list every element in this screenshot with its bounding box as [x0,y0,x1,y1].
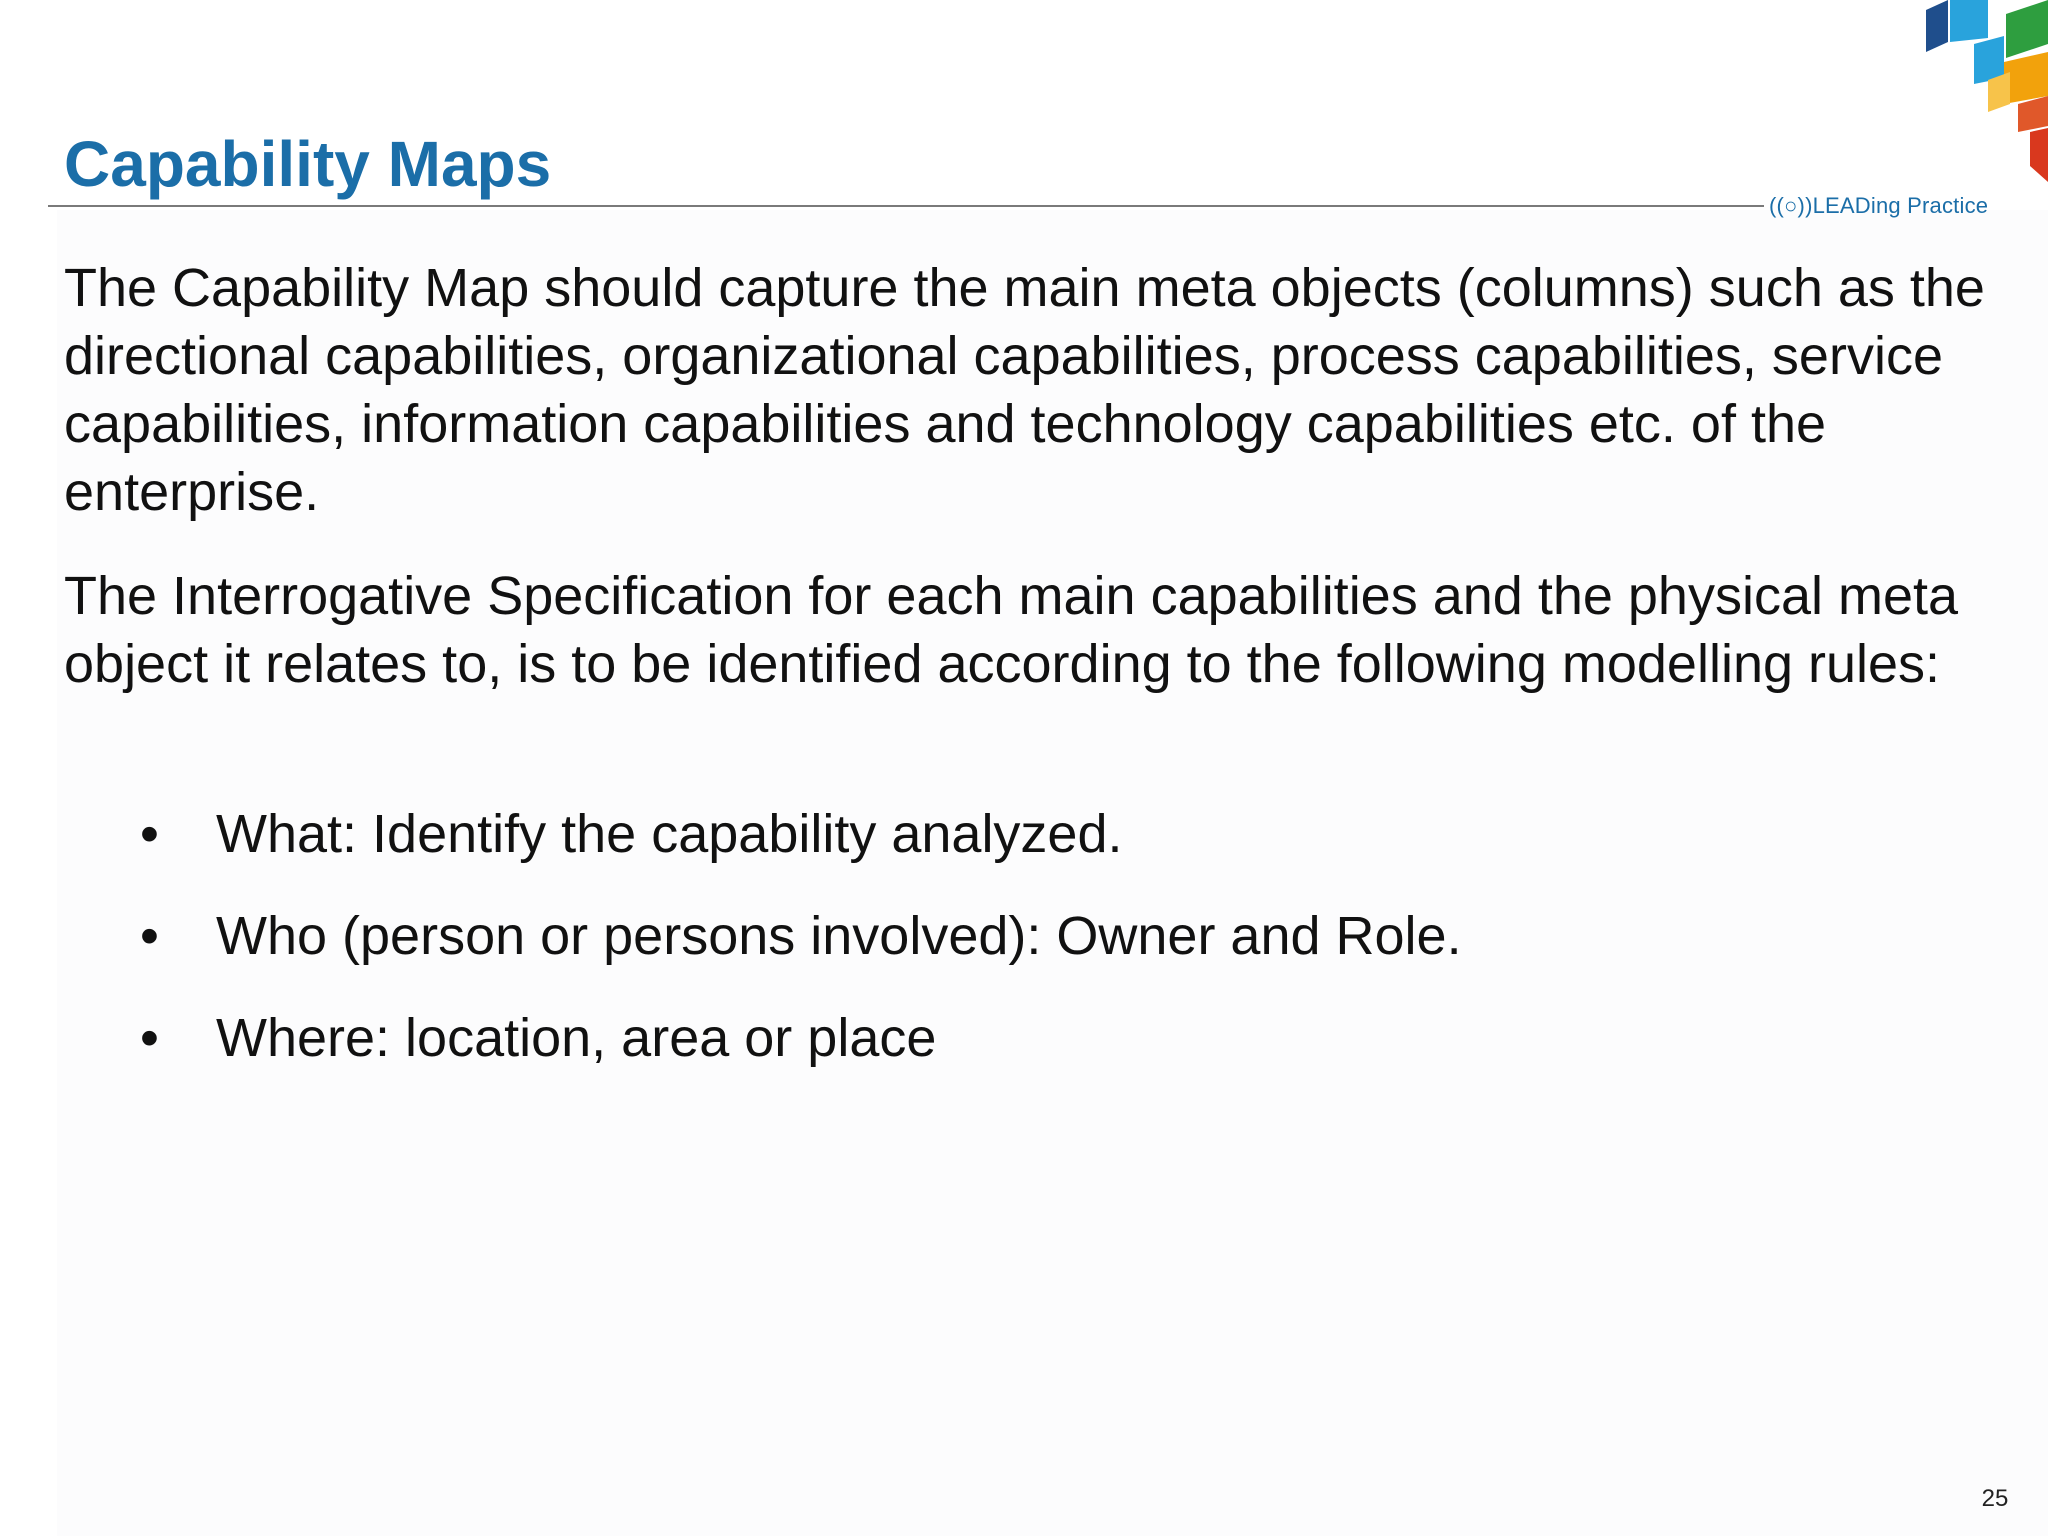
title-divider [48,205,1764,207]
logo-shape-light-blue-1 [1950,0,1988,42]
list-item-where [64,1004,1964,1106]
logo-shape-red-2 [2030,128,2048,182]
list-item-text: Where: location, area or place [216,1008,937,1068]
list-item-text: What: Identify the capability analyzed. [216,804,1123,864]
logo-shape-green [2006,0,2048,58]
list-item-who [64,902,1964,1004]
logo-shape-red-1 [2018,96,2048,132]
brand-logo-text: ((○))LEADing Practice [1769,193,1989,218]
bullet-icon: • [140,906,159,966]
page-number: 25 [1981,1485,2009,1512]
colorful-geometric-logo-icon [1838,0,2048,182]
logo-shape-orange-1 [2004,52,2048,104]
paragraph-interrogative-specification: The Interrogative Specification for each main capabilities and the physical meta object it relates to, is to be identified according to the following modelling rules: [64,566,1959,694]
bullet-icon: • [140,1008,159,1068]
logo-shape-dark-blue [1926,0,1948,52]
modelling-rules-list [64,800,1964,1106]
list-item-what [64,800,1964,902]
list-item-text: Who (person or persons involved): Owner and Role. [216,906,1462,966]
slide-title: Capability Maps [64,128,552,200]
bullet-icon: • [140,804,159,864]
paragraph-capability-map: The Capability Map should capture the main meta objects (columns) such as the directional capabilities, organizational capabilities, process capabilities, service capabilities, information capabilities and technology capabilities etc. of the enterprise. [64,258,1985,522]
